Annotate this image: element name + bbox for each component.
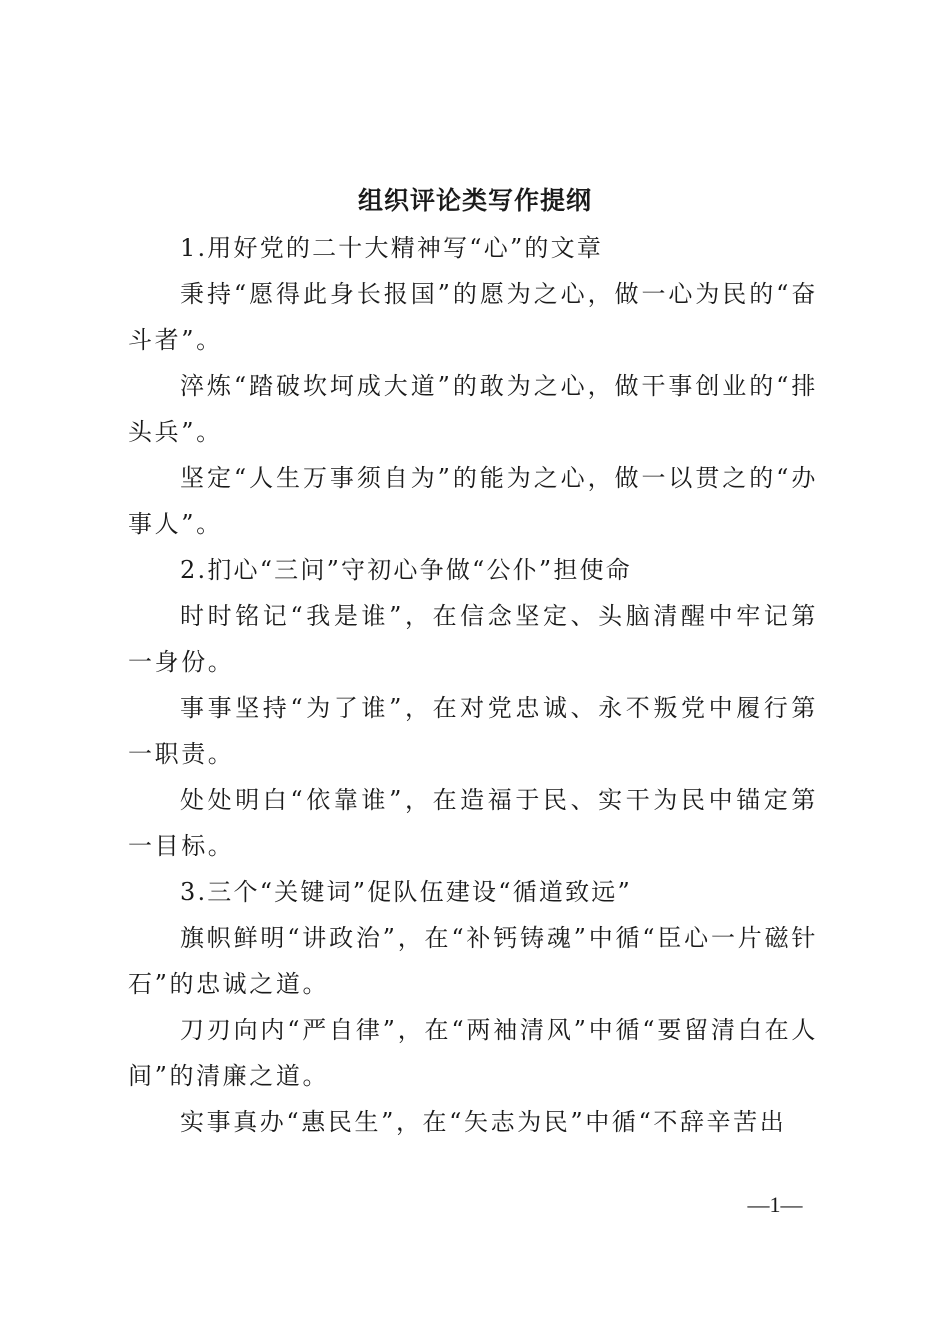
body-paragraph: 坚定“人生万事须自为”的能为之心，做一以贯之的“办事人”。 [128, 464, 818, 538]
body-paragraph: 事事坚持“为了谁”，在对党忠诚、永不叛党中履行第一职责。 [128, 694, 818, 768]
body-paragraph: 实事真办“惠民生”，在“矢志为民”中循“不辞辛苦出 [180, 1108, 787, 1136]
section-heading: 1.用好党的二十大精神写“心”的文章 [180, 234, 604, 262]
body-paragraph: 旗帜鲜明“讲政治”，在“补钙铸魂”中循“臣心一片磁针石”的忠诚之道。 [128, 924, 818, 998]
section-heading: 3.三个“关键词”促队伍建设“循道致远” [180, 878, 632, 906]
body-paragraph: 秉持“愿得此身长报国”的愿为之心，做一心为民的“奋斗者”。 [128, 280, 818, 354]
document-body [128, 225, 818, 1145]
page-number: —1— [747, 1192, 803, 1217]
body-paragraph: 时时铭记“我是谁”，在信念坚定、头脑清醒中牢记第一身份。 [128, 602, 818, 676]
section-heading: 2.扪心“三问”守初心争做“公仆”担使命 [180, 556, 632, 584]
body-paragraph: 处处明白“依靠谁”，在造福于民、实干为民中锚定第一目标。 [128, 786, 818, 860]
body-paragraph: 淬炼“踏破坎坷成大道”的敢为之心，做干事创业的“排头兵”。 [128, 372, 818, 446]
body-paragraph: 刀刃向内“严自律”，在“两袖清风”中循“要留清白在人间”的清廉之道。 [128, 1016, 818, 1090]
document-title: 组织评论类写作提纲 [357, 186, 592, 215]
